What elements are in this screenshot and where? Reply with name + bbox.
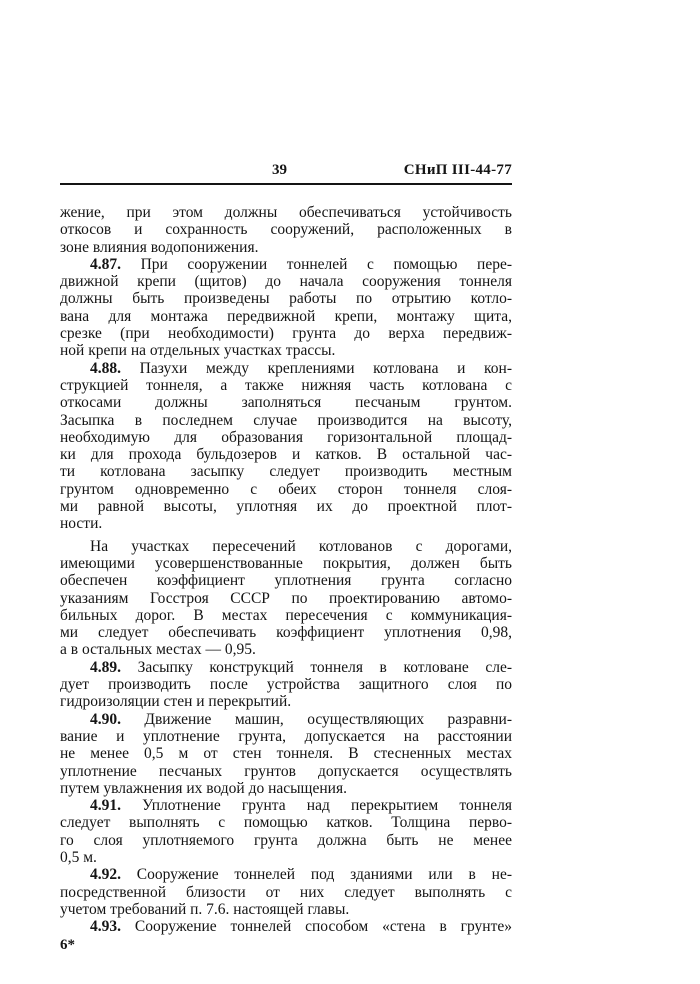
- text-line: срезке (при необходимости) грунта до верха передвиж-: [60, 325, 512, 343]
- clause-4-87: [60, 256, 512, 360]
- text-line: Движение машин, осуществляющих разравни-: [121, 710, 512, 728]
- text-line: При сооружении тоннелей с помощью пере-: [121, 255, 512, 273]
- text-line: посредственной близости от них следует выполнять с: [60, 883, 512, 901]
- text-line: должны быть произведены работы по отрытию котло-: [60, 290, 512, 308]
- page-number: 39: [272, 162, 287, 178]
- text-line: ки для прохода бульдозеров и катков. В остальной час-: [60, 446, 512, 464]
- text-line: путем увлажнения их водой до насыщения.: [60, 779, 347, 797]
- text-line: ти котлована засыпку следует производить местным: [60, 463, 512, 481]
- clause-number: 4.92.: [90, 866, 121, 884]
- clause-number: 4.88.: [90, 359, 121, 377]
- text-line: жение, при этом должны обеспечиваться устойчивость: [60, 204, 512, 221]
- clause-number: 4.91.: [90, 797, 121, 815]
- clause-4-88: [60, 360, 512, 533]
- clause-number: 4.93.: [90, 918, 121, 936]
- text-line: учетом требований п. 7.6. настоящей главы.: [60, 900, 350, 918]
- text-line: зоне влияния водопонижения.: [60, 238, 259, 256]
- text-line: вание и уплотнение грунта, допускается на расстоянии: [60, 727, 512, 745]
- text-line: имеющими усовершенствованные покрытия, должен быть: [60, 554, 512, 572]
- text-line: не менее 0,5 м от стен тоннеля. В стесненных местах: [60, 745, 512, 763]
- text-line: Сооружение тоннелей под зданиями или в не-: [121, 866, 512, 884]
- header-rule: [60, 183, 512, 185]
- text-line: Уплотнение грунта над перекрытием тоннеля: [121, 797, 512, 815]
- text-line: а в остальных местах — 0,95.: [60, 641, 256, 659]
- text-line: ности.: [60, 515, 103, 533]
- text-line: грунтом одновременно с обеих сторон тоннеля слоя-: [60, 480, 512, 498]
- text-line: Сооружение тоннелей способом «стена в грунте»: [121, 918, 512, 936]
- paragraph-road-crossings: [60, 538, 512, 659]
- document-code: СНиП III-44-77: [403, 162, 512, 178]
- text-line: движной крепи (щитов) до начала сооружения тоннеля: [60, 273, 512, 291]
- text-line: следует выполнять с помощью катков. Толщина перво-: [60, 814, 512, 832]
- text-line: откосов и сохранность сооружений, расположенных в: [60, 221, 512, 239]
- text-line: 0,5 м.: [60, 848, 97, 866]
- clause-number: 4.87.: [90, 255, 121, 273]
- text-line: обеспечен коэффициент уплотнения грунта согласно: [60, 572, 512, 590]
- text-line: откосами должны заполняться песчаным грунтом.: [60, 394, 512, 412]
- clause-4-89: [60, 659, 512, 711]
- running-header: [60, 160, 512, 182]
- text-line: бильных дорог. В местах пересечения с коммуникация-: [60, 606, 512, 624]
- text-line: ной крепи на отдельных участках трассы.: [60, 342, 336, 360]
- text-line: указаниям Госстроя СССР по проектированию автомо-: [60, 589, 512, 607]
- text-line: вана для монтажа передвижной крепи, монтажу щита,: [60, 307, 512, 325]
- text-line: Засыпка в последнем случае производится на высоту,: [60, 411, 512, 429]
- signature-mark: 6*: [60, 937, 75, 953]
- text-line: Пазухи между креплениями котлована и кон-: [121, 359, 512, 377]
- document-body: [60, 204, 512, 935]
- clause-4-91: [60, 797, 512, 866]
- text-line: струкцией тоннеля, а также нижняя часть котлована с: [60, 376, 512, 394]
- text-line: ми равной высоты, уплотняя их до проектной плот-: [60, 498, 512, 516]
- text-line: Засыпку конструкций тоннеля в котловане сле-: [121, 658, 512, 676]
- clause-4-93: [60, 918, 512, 935]
- text-line: гидроизоляции стен и перекрытий.: [60, 693, 292, 711]
- clause-number: 4.90.: [90, 710, 121, 728]
- text-line: дует производить после устройства защитного слоя по: [60, 676, 512, 694]
- paragraph-continuation: [60, 204, 512, 256]
- text-line: уплотнение песчаных грунтов допускается осуществлять: [60, 762, 512, 780]
- text-line: На участках пересечений котлованов с дорогами,: [90, 537, 512, 555]
- clause-4-92: [60, 866, 512, 918]
- clause-4-90: [60, 711, 512, 797]
- clause-number: 4.89.: [90, 658, 121, 676]
- text-line: ми следует обеспечивать коэффициент уплотнения 0,98,: [60, 624, 512, 642]
- text-line: го слоя уплотняемого грунта должна быть не менее: [60, 831, 512, 849]
- text-line: необходимую для образования горизонтальной площад-: [60, 428, 512, 446]
